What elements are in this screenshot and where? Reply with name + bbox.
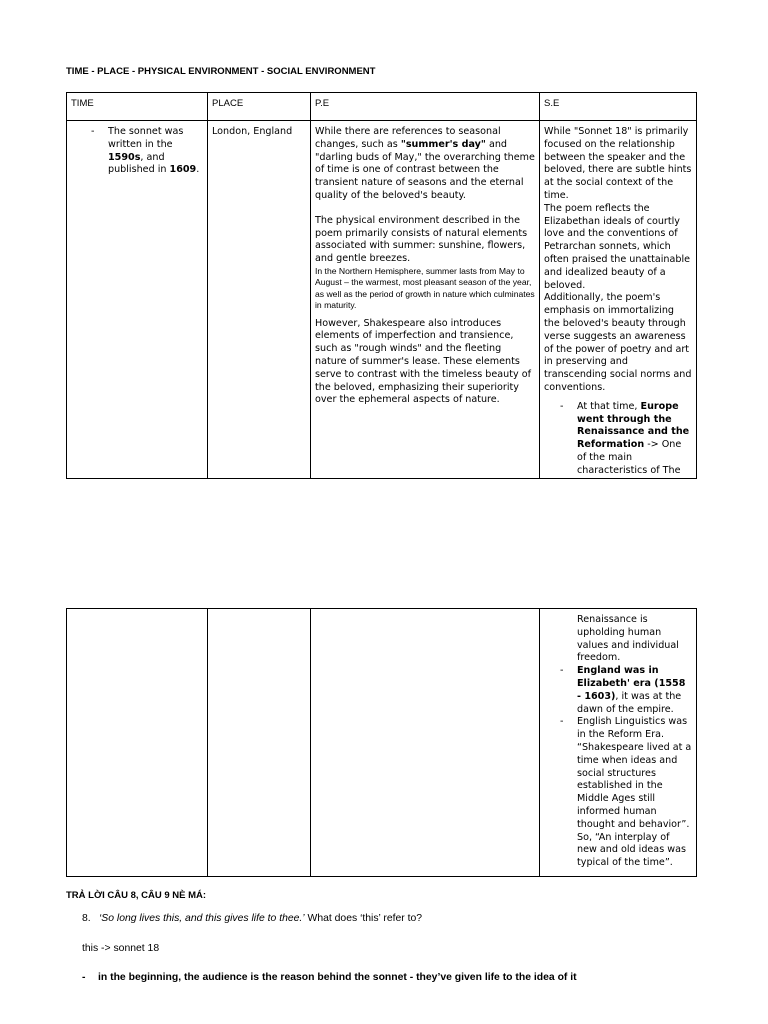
pe-paragraph-2: The physical environment described in the poem primarily consists of natural elements associated with summer: sunshine, flowers, and gentle breezes. <box>315 214 528 265</box>
context-table-continued <box>66 608 697 877</box>
bullet-dash: - <box>560 665 564 677</box>
answer-line-2: - in the beginning, the audience is the reason behind the sonnet - they’ve given life to the idea of it <box>82 972 577 983</box>
question-number: 8. <box>82 913 91 924</box>
header-place: PLACE <box>208 93 311 121</box>
question-8 <box>82 913 422 924</box>
bullet-dash: - <box>560 400 564 412</box>
answer-section-title: TRẢ LỜI CÂU 8, CÂU 9 NÈ MÁ: <box>66 890 207 901</box>
pe-paragraph-3: In the Northern Hemisphere, summer lasts from May to August – the warmest, most pleasant season of the year, as well as the period of growth in nature which culminates in maturity. <box>315 265 535 311</box>
pe-paragraph-4: However, Shakespeare also introduces elements of imperfection and transience, such as "rough winds" and the fleeting nature of summer's lease. These elements serve to contrast with the timeless beauty of the beloved, emphasizing their superiority over the ephemeral aspects of nature. <box>315 317 531 406</box>
header-pe: P.E <box>311 93 540 121</box>
bullet-dash: - <box>82 972 86 983</box>
se-paragraph-2: The poem reflects the Elizabethan ideals of courtly love and the conventions of Petrarchan sonnets, which often praised the unattainable and idealized beauty of a beloved. <box>544 202 691 291</box>
se-paragraph-3: Additionally, the poem's emphasis on immortalizing the beloved's beauty through verse suggests an awareness of the power of poetry and art in preserving and transcending social norms and conventions. <box>544 292 692 393</box>
context-table <box>66 92 697 479</box>
bullet-dash: - <box>560 716 564 728</box>
header-time: TIME <box>67 93 208 121</box>
year-published: 1609 <box>169 164 197 176</box>
table-header-row <box>67 93 697 121</box>
page-heading: TIME - PLACE - PHYSICAL ENVIRONMENT - SOCIAL ENVIRONMENT <box>66 66 376 77</box>
place-cell: London, England <box>208 121 311 479</box>
answer-line-1: this -> sonnet 18 <box>82 943 160 954</box>
table-row <box>67 609 697 877</box>
se-bullet-2: - England was in Elizabeth' era (1558 - 1603), it was at the dawn of the empire. <box>560 665 686 715</box>
time-cell <box>67 121 208 479</box>
se-bullet-3: - English Linguistics was in the Reform Era. “Shakespeare lived at a time when ideas and social structures established in the Middle Ages still informed human thought and behavior”. So, “An interplay of new and old ideas was typical of the time”. <box>560 716 692 869</box>
time-bullet: - The sonnet was written in the 1590s, and published in 1609. <box>91 126 200 176</box>
se-cell <box>540 121 697 479</box>
se-bullet-1: - At that time, Europe went through the Renaissance and the Reformation -> One of the main characteristics of The <box>560 400 690 476</box>
se-bullet-1-continued: Renaissance is upholding human values and individual freedom. <box>577 614 679 664</box>
bullet-dash: - <box>91 126 95 137</box>
table-row <box>67 121 697 479</box>
question-text: What does ‘this’ refer to? <box>304 913 423 924</box>
se-cell-continued <box>540 609 697 877</box>
year-written: 1590s <box>108 151 141 163</box>
pe-cell <box>311 121 540 479</box>
header-se: S.E <box>540 93 697 121</box>
pe-cell-empty <box>311 609 540 877</box>
se-paragraph-1: While "Sonnet 18" is primarily focused on the relationship between the speaker and the beloved, there are subtle hints at the social context of the time. <box>544 126 692 201</box>
pe-paragraph-1: While there are references to seasonal changes, such as "summer's day" and "darling buds of May," the overarching theme of time is one of contrast between the transient nature of seasons and the eternal quality of the beloved's beauty. <box>315 126 535 201</box>
question-quote: ‘So long lives this, and this gives life to thee.’ <box>99 913 305 924</box>
time-cell-empty <box>67 609 208 877</box>
place-cell-empty <box>208 609 311 877</box>
